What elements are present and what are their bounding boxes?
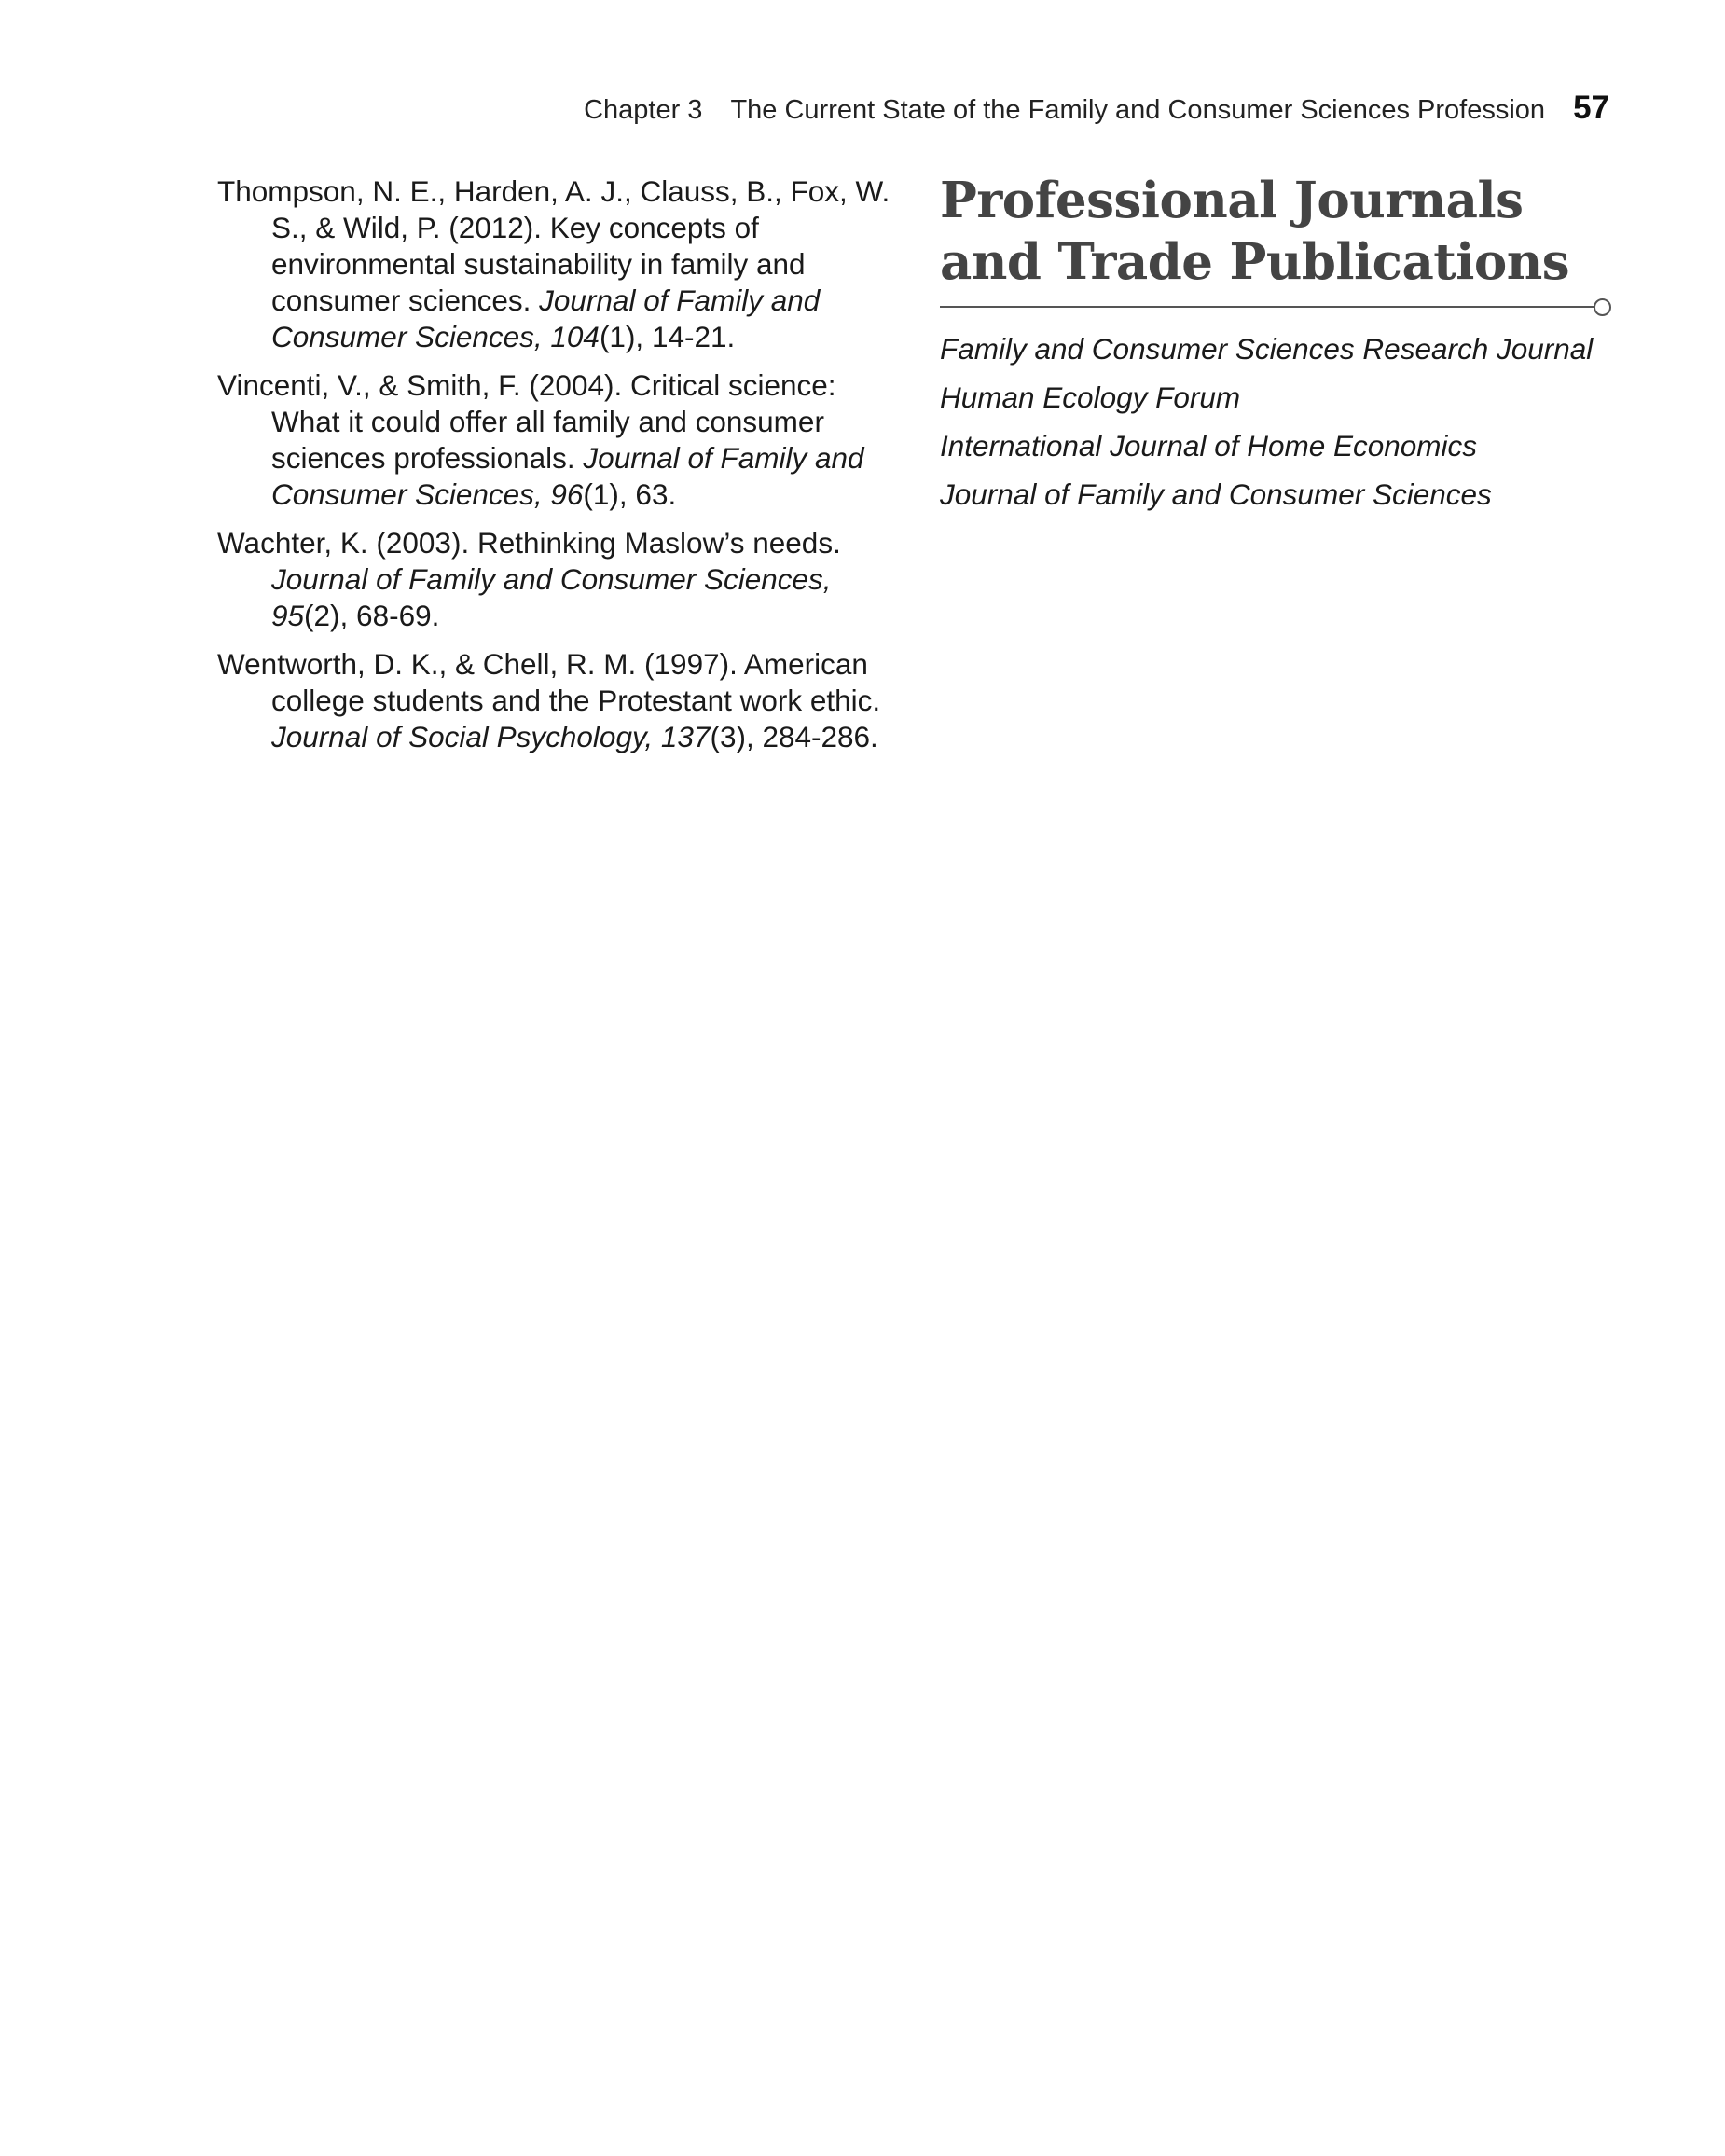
reference-issue: (3), 284-286. [710,720,878,753]
reference-issue: (2), 68-69. [304,599,440,632]
reference-journal: Journal of Family and Consumer Sciences, 96 [271,441,864,511]
running-head [584,90,1609,127]
reference-text: Wentworth, D. K., & Chell, R. M. (1997). American college students and the Protestant work ethic. [217,647,881,717]
reference-item [217,646,907,755]
reference-issue: (1), 63. [583,477,677,511]
reference-item [217,173,907,355]
chapter-label: Chapter 3 [584,95,703,125]
reference-item [217,367,907,513]
reference-text: Vincenti, V., & Smith, F. (2004). Critical science: What it could offer all family and consumer sciences professionals. [217,368,836,475]
page-number: 57 [1573,90,1609,126]
rule-line [940,306,1598,308]
reference-item [217,525,907,634]
reference-issue: (1), 14-21. [599,320,736,353]
journal-item: Journal of Family and Consumer Sciences [940,477,1492,511]
reference-journal: Journal of Family and Consumer Sciences, 104 [271,283,821,353]
reference-text: Wachter, K. (2003). Rethinking Maslow’s needs. [217,526,841,560]
reference-text: Thompson, N. E., Harden, A. J., Clauss, B., Fox, W. S., & Wild, P. (2012). Key concepts of environmental sustainability in family and consumer sciences. [217,174,890,317]
journal-item: Family and Consumer Sciences Research Journal [940,332,1594,366]
chapter-title: The Current State of the Family and Consumer Sciences Profession [730,95,1546,125]
reference-journal: Journal of Social Psychology, 137 [271,720,711,753]
journal-list [940,331,1611,513]
journal-item: Human Ecology Forum [940,380,1241,414]
journals-section [940,170,1611,525]
reference-list [217,173,907,767]
section-rule [940,297,1611,316]
section-title: Professional Journals and Trade Publications [940,172,1570,291]
journal-item: International Journal of Home Economics [940,429,1478,463]
rule-circle-icon [1594,298,1611,316]
reference-journal: Journal of Family and Consumer Sciences, 95 [271,562,832,632]
